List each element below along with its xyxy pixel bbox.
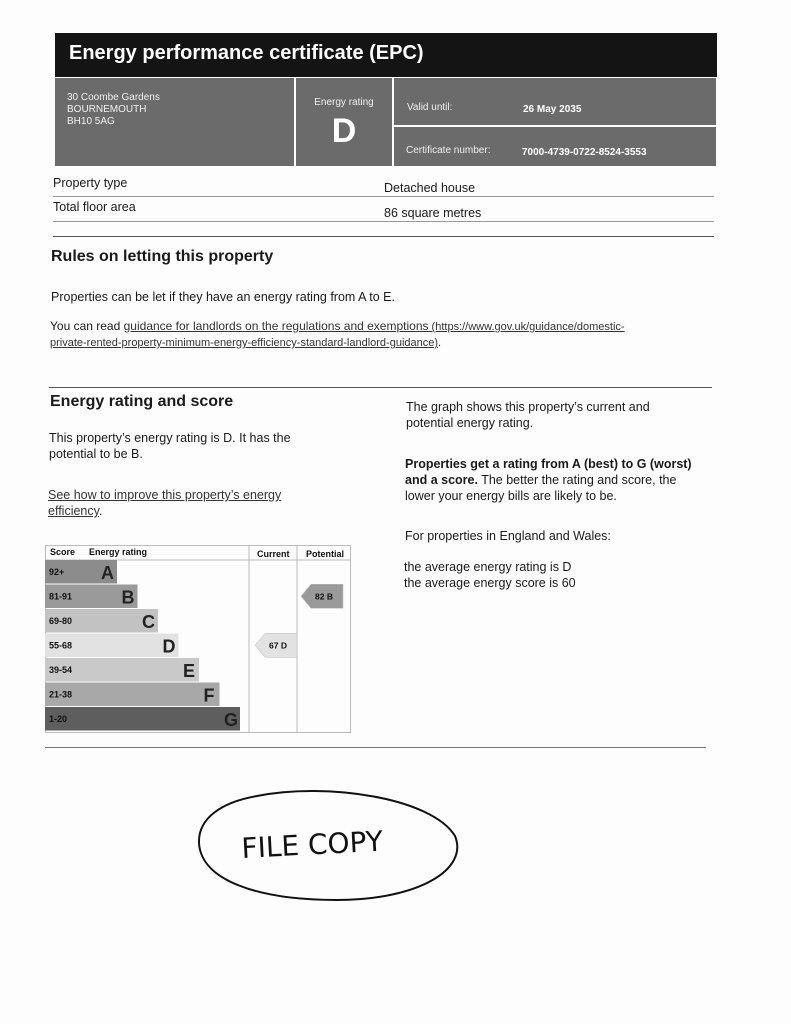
band-score-range: 81-91	[49, 591, 73, 602]
address-line: BH10 5AG	[67, 116, 115, 127]
property-type-value: Detached house	[384, 181, 476, 195]
score-heading: Energy rating and score	[50, 393, 234, 410]
energy-rating-label: Energy rating	[314, 97, 374, 108]
certificate-info-bar	[55, 78, 716, 166]
chart-header-rating: Energy rating	[89, 547, 148, 557]
divider	[53, 236, 714, 237]
rating-description-line: potential to be B.	[49, 447, 143, 461]
england-wales-label: For properties in England and Wales:	[405, 529, 611, 543]
guidance-url[interactable]: (https://www.gov.uk/guidance/domestic-	[428, 321, 625, 333]
rating-scale-rest: The better the rating and score, the	[477, 473, 677, 487]
chart-header-current: Current	[257, 549, 290, 559]
rating-description-line: This property’s energy rating is D. It has the	[49, 431, 291, 445]
guidance-url-continued[interactable]: private-rented-property-minimum-energy-efficiency-standard-landlord-guidance)	[50, 337, 439, 349]
potential-rating-label: 82 B	[315, 591, 333, 602]
energy-rating-chart	[45, 545, 351, 733]
floor-area-label: Total floor area	[53, 200, 136, 214]
energy-rating-letter: D	[331, 112, 357, 150]
rating-scale-explanation	[405, 456, 692, 504]
property-type-label: Property type	[53, 176, 128, 190]
energy-rating-chart-svg	[45, 545, 351, 733]
rating-scale-line: lower your energy bills are likely to be.	[405, 489, 617, 503]
guidance-suffix: .	[438, 337, 442, 349]
band-letter-b: B	[121, 587, 135, 608]
divider	[49, 387, 712, 388]
guidance-link[interactable]: guidance for landlords on the regulations and exemptions	[123, 319, 429, 333]
band-score-range: 55-68	[49, 640, 73, 651]
band-score-range: 1-20	[49, 714, 68, 724]
valid-until-label: Valid until:	[407, 102, 453, 113]
band-letter-c: C	[142, 612, 155, 632]
divider	[53, 196, 714, 197]
file-copy-stamp-drawing	[197, 788, 462, 903]
chart-header-potential: Potential	[306, 549, 345, 559]
current-rating-label: 67 D	[269, 640, 287, 651]
average-score: the average energy score is 60	[404, 576, 576, 590]
certificate-number-value: 7000-4739-0722-8524-3553	[522, 147, 647, 158]
rating-scale-bold: Properties get a rating from A (best) to G (worst)	[405, 457, 692, 471]
band-letter-f: F	[203, 685, 215, 706]
address-line: 30 Coombe Gardens	[67, 92, 160, 103]
graph-description-line: The graph shows this property’s current and	[406, 400, 650, 414]
valid-until-value: 26 May 2035	[523, 104, 582, 115]
letting-heading: Rules on letting this property	[51, 248, 274, 265]
chart-header-score: Score	[50, 547, 76, 557]
band-letter-g: G	[224, 710, 239, 730]
improve-efficiency-link[interactable]: See how to improve this property’s energy	[48, 488, 282, 502]
rating-description	[49, 430, 291, 462]
band-letter-e: E	[183, 661, 196, 681]
floor-area-value: 86 square metres	[384, 206, 482, 220]
improve-efficiency-link-continued[interactable]: efficiency	[48, 504, 99, 518]
graph-description-line: potential energy rating.	[406, 416, 534, 430]
rating-scale-bold-end: and a score.	[405, 473, 478, 487]
average-rating: the average energy rating is D	[404, 560, 572, 574]
divider	[53, 221, 714, 222]
band-score-range: 69-80	[49, 616, 73, 626]
band-score-range: 39-54	[49, 665, 73, 675]
divider	[45, 747, 706, 748]
improve-link-block	[48, 487, 281, 519]
file-copy-stamp	[197, 788, 462, 903]
divider	[394, 125, 716, 127]
stamp-text: FILE COPY	[240, 824, 384, 865]
graph-description	[406, 399, 650, 431]
band-letter-a: A	[101, 563, 114, 583]
property-address	[67, 92, 160, 128]
guidance-paragraph-line2	[50, 335, 441, 351]
guidance-prefix: You can read	[50, 319, 124, 333]
certificate-number-label: Certificate number:	[406, 145, 491, 156]
band-score-range: 21-38	[49, 689, 73, 700]
improve-suffix: .	[98, 504, 103, 518]
rating-band-g	[45, 707, 240, 731]
averages	[404, 559, 576, 591]
band-score-range: 92+	[49, 567, 65, 577]
certificate-title: Energy performance certificate (EPC)	[55, 33, 717, 77]
letting-paragraph: Properties can be let if they have an energy rating from A to E.	[51, 290, 395, 304]
divider	[392, 78, 394, 166]
guidance-paragraph	[50, 318, 625, 335]
band-letter-d: D	[162, 636, 176, 657]
address-line: BOURNEMOUTH	[67, 104, 147, 115]
